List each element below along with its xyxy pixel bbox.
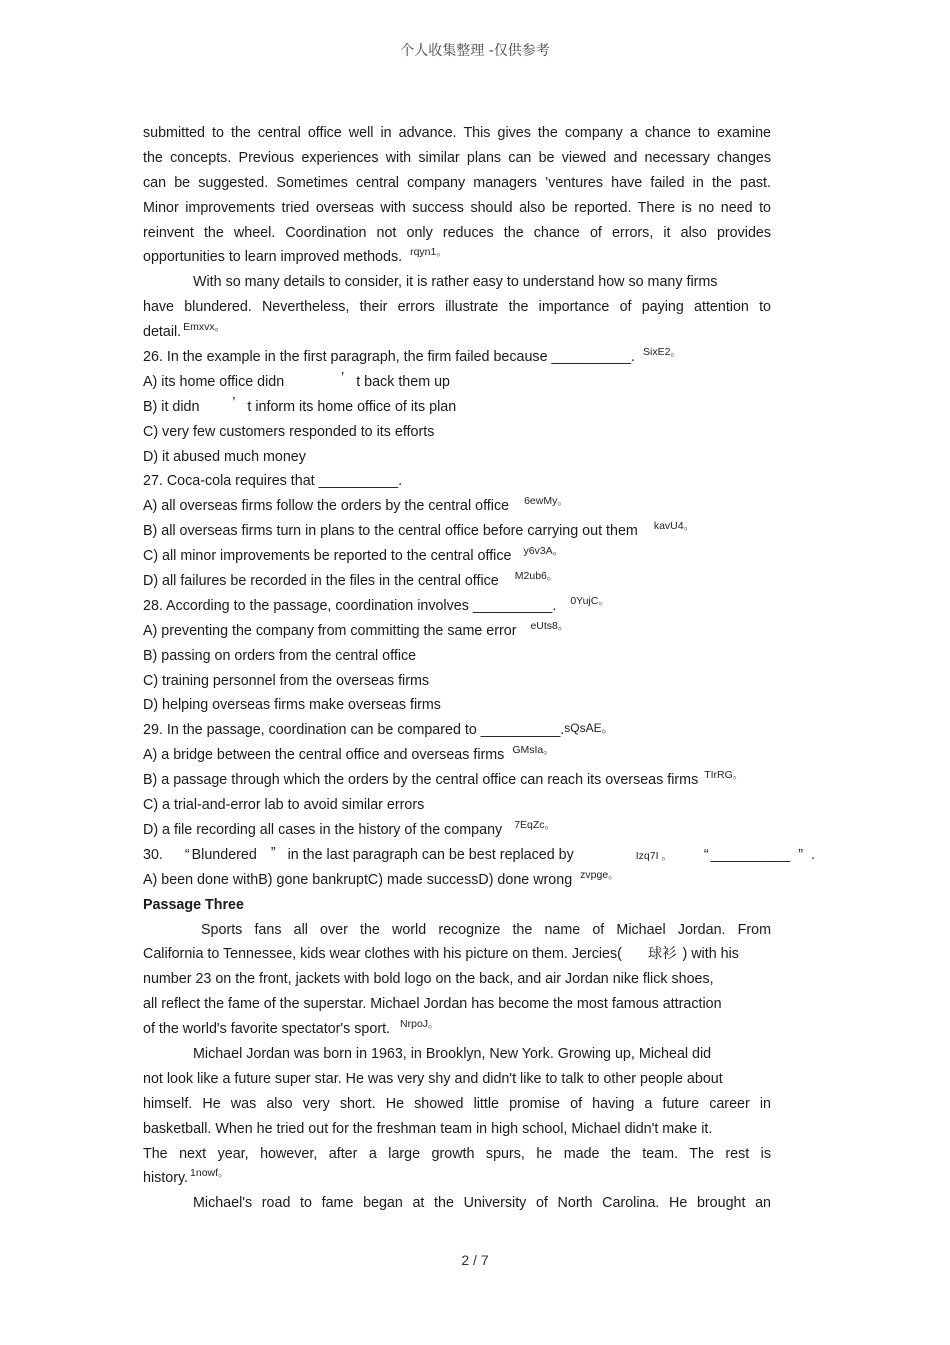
page-number: 2 / 7 bbox=[461, 1252, 489, 1268]
q28-option-a bbox=[143, 619, 771, 644]
doc-code: M2ub6。 bbox=[514, 570, 558, 583]
question-number: 30. bbox=[143, 846, 163, 863]
question-28-stem bbox=[143, 594, 771, 619]
doc-code: 6ewMy。 bbox=[524, 495, 568, 508]
option-text: D) a file recording all cases in the history of the company bbox=[143, 821, 503, 838]
text-line: the concepts. Previous experiences with similar plans can be viewed and necessary changes bbox=[143, 149, 771, 166]
option-text: A) its home office didn bbox=[143, 373, 285, 390]
text-line: reinvent the wheel. Coordination not only reduces the chance of errors, it also provides bbox=[143, 224, 771, 241]
doc-code: SixE2。 bbox=[642, 346, 681, 359]
q27-option-d bbox=[143, 569, 771, 594]
option-text: B) it didn bbox=[143, 398, 200, 415]
close-quote: ” bbox=[270, 844, 276, 861]
doc-code: rqyn1。 bbox=[410, 246, 447, 259]
text-line: not look like a future super star. He was very shy and didn't like to talk to other people about bbox=[143, 1070, 723, 1087]
q28-option-c: C) training personnel from the overseas firms bbox=[143, 672, 430, 689]
text-line: Michael Jordan was born in 1963, in Brooklyn, New York. Growing up, Micheal did bbox=[193, 1045, 712, 1062]
doc-code: y6v3A。 bbox=[523, 545, 564, 558]
passage-title: Passage Three bbox=[143, 896, 244, 913]
apostrophe: ’ bbox=[341, 369, 345, 386]
text-line: With so many details to consider, it is rather easy to understand how so many firms bbox=[193, 274, 718, 291]
page-header: 个人收集整理 -仅供参考 bbox=[400, 43, 550, 59]
q26-option-b bbox=[143, 395, 771, 420]
text-line bbox=[143, 942, 771, 967]
close-quote: ” bbox=[798, 846, 803, 863]
q26-option-d: D) it abused much money bbox=[143, 448, 306, 465]
doc-code: TIrRG。 bbox=[704, 769, 744, 782]
question-29-stem bbox=[143, 718, 771, 743]
doc-code: NrpoJ。 bbox=[400, 1018, 439, 1031]
option-text: B) all overseas firms turn in plans to the central office before carrying out them bbox=[143, 523, 638, 540]
q28-option-b: B) passing on orders from the central office bbox=[143, 647, 417, 664]
text-line: can be suggested. Sometimes central company managers ’ventures have failed in the past. bbox=[143, 174, 771, 191]
option-text: A) preventing the company from committing the same error bbox=[143, 622, 517, 639]
text-line bbox=[143, 1017, 771, 1042]
doc-code: zvpge。 bbox=[580, 868, 619, 881]
doc-code: 0YujC。 bbox=[570, 594, 609, 607]
question-text: 29. In the passage, coordination can be compared to __________. bbox=[143, 722, 565, 739]
doc-code: Izq7I 。 bbox=[635, 849, 672, 862]
text-run: detail. bbox=[143, 324, 182, 341]
question-27-stem: 27. Coca-cola requires that __________. bbox=[143, 473, 403, 490]
q27-option-c bbox=[143, 544, 771, 569]
doc-code: 7EqZc。 bbox=[514, 818, 556, 831]
text-run: ) with his bbox=[682, 946, 739, 963]
doc-code: GMsIa。 bbox=[512, 744, 554, 757]
text-line: number 23 on the front, jackets with bold logo on the back, and air Jordan nike flick shoes, bbox=[143, 971, 714, 988]
open-quote: “ bbox=[703, 846, 709, 863]
text-line: The next year, however, after a large growth spurs, he made the team. The rest is bbox=[143, 1145, 771, 1162]
q27-option-a bbox=[143, 494, 771, 519]
q26-option-a bbox=[143, 370, 771, 395]
question-text: in the last paragraph can be best replaced by bbox=[287, 846, 574, 863]
question-26-stem bbox=[143, 345, 771, 370]
document-body bbox=[143, 121, 815, 1216]
text-run: history. bbox=[143, 1170, 189, 1187]
q29-option-b bbox=[143, 768, 771, 793]
q29-option-a bbox=[143, 743, 771, 768]
option-text: B) a passage through which the orders by the central office can reach its overseas firms bbox=[143, 772, 699, 789]
doc-code: eUts8。 bbox=[530, 619, 569, 632]
answer-blank: __________ bbox=[710, 846, 791, 863]
q30-options bbox=[143, 868, 771, 893]
option-text: D) all failures be recorded in the files in the central office bbox=[143, 573, 499, 590]
doc-code: kavU4。 bbox=[653, 520, 695, 533]
question-30-stem bbox=[143, 843, 815, 868]
doc-code: 1nowf。 bbox=[190, 1167, 229, 1180]
period: . bbox=[810, 846, 815, 863]
text-run: of the world's favorite spectator's sport. bbox=[143, 1021, 391, 1038]
text-line: basketball. When he tried out for the freshman team in high school, Michael didn't make it. bbox=[143, 1120, 713, 1137]
q26-option-c: C) very few customers responded to its efforts bbox=[143, 423, 435, 440]
chinese-gloss: 球衫 bbox=[647, 946, 677, 963]
apostrophe: ’ bbox=[232, 394, 236, 411]
text-line: Sports fans all over the world recognize the name of Michael Jordan. From bbox=[201, 921, 771, 938]
q29-option-c: C) a trial-and-error lab to avoid similar errors bbox=[143, 797, 425, 814]
text-line: all reflect the fame of the superstar. Michael Jordan has become the most famous attraction bbox=[143, 996, 722, 1013]
doc-code: Emxvx。 bbox=[183, 321, 226, 334]
text-line bbox=[143, 1166, 771, 1191]
question-text: 26. In the example in the first paragraph, the firm failed because __________. bbox=[143, 349, 635, 366]
text-line: have blundered. Nevertheless, their errors illustrate the importance of paying attention to bbox=[143, 299, 771, 316]
question-text: 28. According to the passage, coordination involves __________. bbox=[143, 597, 557, 614]
q28-option-d: D) helping overseas firms make overseas firms bbox=[143, 697, 441, 714]
text-line: submitted to the central office well in advance. This gives the company a chance to examine bbox=[143, 125, 771, 141]
text-line bbox=[143, 245, 771, 270]
text-run: opportunities to learn improved methods. bbox=[143, 249, 403, 266]
option-text: A) all overseas firms follow the orders by the central office bbox=[143, 498, 510, 515]
q27-option-b bbox=[143, 519, 771, 544]
text-line: Michael's road to fame began at the University of North Carolina. He brought an bbox=[193, 1195, 771, 1212]
text-line: himself. He was also very short. He showed little promise of having a future career in bbox=[143, 1095, 771, 1112]
text-line bbox=[143, 320, 771, 345]
text-line: Minor improvements tried overseas with success should also be reported. There is no need to bbox=[143, 199, 771, 216]
open-quote: “ bbox=[184, 846, 190, 863]
option-text: t back them up bbox=[356, 373, 450, 390]
option-text: C) all minor improvements be reported to the central office bbox=[143, 548, 512, 565]
quoted-word: Blundered bbox=[191, 846, 257, 863]
option-text: t inform its home office of its plan bbox=[247, 398, 457, 415]
doc-code: sQsAE。 bbox=[564, 721, 614, 736]
option-text: A) been done withB) gone bankruptC) made successD) done wrong bbox=[143, 871, 573, 888]
q29-option-d bbox=[143, 818, 771, 843]
text-run: California to Tennessee, kids wear clothes with his picture on them. Jercies( bbox=[143, 946, 622, 963]
option-text: A) a bridge between the central office and overseas firms bbox=[143, 747, 505, 764]
